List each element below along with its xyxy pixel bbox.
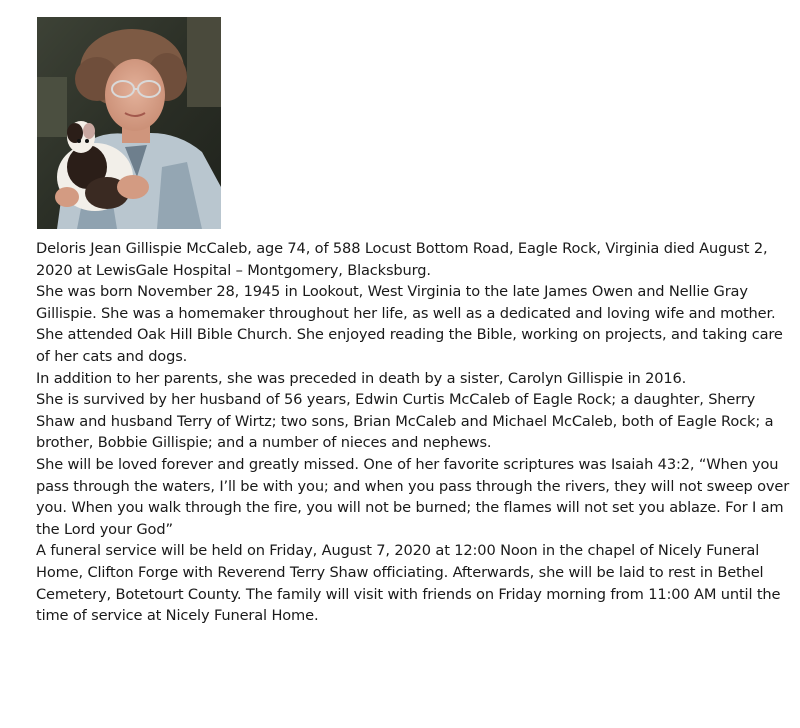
portrait-photo <box>37 17 221 229</box>
obituary-paragraph: She is survived by her husband of 56 years, Edwin Curtis McCaleb of Eagle Rock; a daughter, Sherry Shaw and husband Terry of Wirtz; two sons, Brian McCaleb and Michael McCaleb, both of Eagle Rock; a brother, Bobbie Gillispie; and a number of nieces and nephews. <box>36 391 774 452</box>
obituary-paragraph: In addition to her parents, she was preceded in death by a sister, Carolyn Gillispie in 2016. <box>36 369 687 387</box>
obituary-paragraph: She will be loved forever and greatly missed. One of her favorite scriptures was Isaiah 43:2, “When you pass through the waters, I’ll be with you; and when you pass through the rivers, they will not sweep over you. When you walk through the fire, you will not be burned; the flames will not set you ablaze. For I am the Lord your God” <box>36 455 790 538</box>
obituary-paragraph: Deloris Jean Gillispie McCaleb, age 74, of 588 Locust Bottom Road, Eagle Rock, Virginia died August 2, 2020 at LewisGale Hospital – Montgomery, Blacksburg. <box>36 240 768 279</box>
obituary-paragraph: A funeral service will be held on Friday, August 7, 2020 at 12:00 Noon in the chapel of Nicely Funeral Home, Clifton Forge with Reverend Terry Shaw officiating. Afterwards, she will be laid to rest in Bethel Cemetery, Botetourt County. The family will visit with friends on Friday morning from 11:00 AM until the time of service at Nicely Funeral Home. <box>36 542 781 625</box>
obituary-text <box>36 238 796 627</box>
obituary-paragraph: She was born November 28, 1945 in Lookout, West Virginia to the late James Owen and Nellie Gray Gillispie. She was a homemaker throughout her life, as well as a dedicated and loving wife and mother. She attended Oak Hill Bible Church. She enjoyed reading the Bible, working on projects, and taking care of her cats and dogs. <box>36 283 783 365</box>
